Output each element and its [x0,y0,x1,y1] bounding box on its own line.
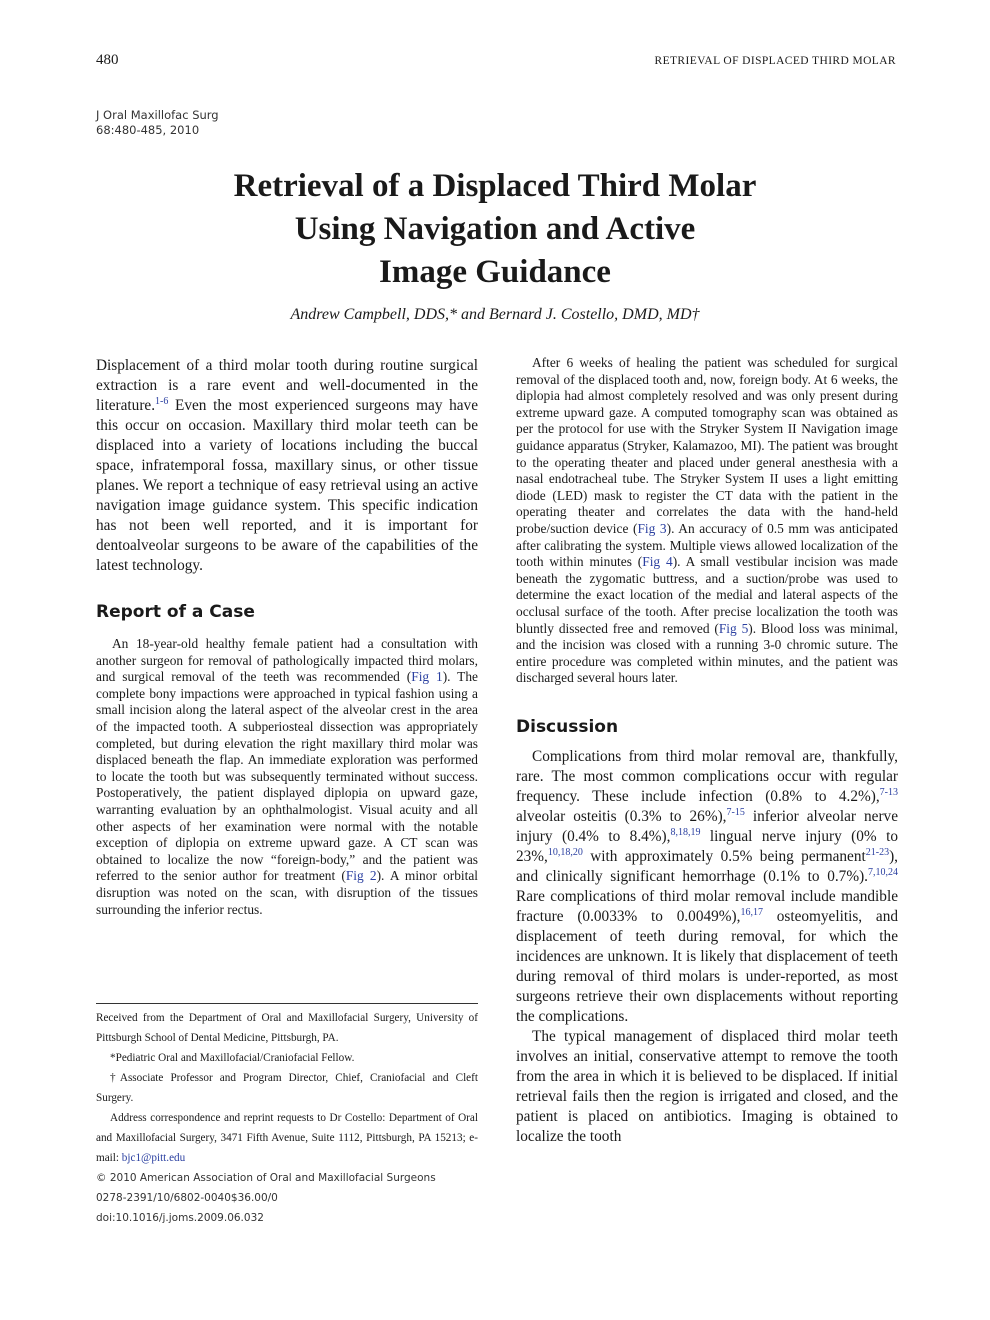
intro-text: Displacement of a third molar tooth during routine surgical extraction is a rare event and well-documented in the literature. [96,357,478,414]
footnotes [96,1003,478,1228]
footnote-address [96,1108,478,1168]
intro-text: Even the most experienced surgeons may have this occur on occasion. Maxillary third molar teeth can be displaced into a variety of locations including the buccal space, infratemporal fossa, maxillary sinus, or other tissue planes. We report a technique of easy retrieval using an active navigation image guidance system. This specific indication has not been well reported, and it is important for dentoalveolar surgeons to be aware of the capabilities of the latest technology. [96,397,478,574]
address-text: Address correspondence and reprint requests to Dr Costello: Department of Oral and Maxillofacial Surgery, 3471 Fifth Avenue, Suite 1112, Pittsburgh, PA 15213; e-mail: [96,1112,478,1164]
article-title [60,165,930,294]
left-column [96,356,478,918]
figure-link[interactable]: Fig 1 [411,669,443,685]
title-line-1: Retrieval of a Displaced Third Molar [233,168,757,204]
body-text: ). The complete bony impactions were approached in typical fashion using a small incision along the lateral aspect of the alveolar crest in the area of the impacted tooth. A subperiosteal dissection was appropriately completed, but during elevation the right maxillary third molar was displaced beneath the flap. An immediate exploration was performed to locate the tooth but was subsequently terminated without success. Postoperatively, the patient displayed diplopia on upward gaze, warranting evaluation by an ophthalmologist. Visual acuity and all other aspects of her examination were normal with the notable exception of diplopia on extreme upward gaze. A CT scan was obtained to localize the now “foreign-body,” and the patient was referred to the senior author for treatment ( [96,669,479,884]
body-text: with approximately 0.5% being permanent [582,847,866,865]
journal-volume: 68:480-485, 2010 [96,123,200,137]
discussion-paragraph: The typical management of displaced third molar teeth involves an initial, conservative attempt to remove the tooth from the area in which it is believed to be displaced. If initial retrieval fails then the region is irrigated and closed, and the patient is placed on antibiotics. Imaging is obtained to localize the tooth [516,1027,898,1145]
procedure-paragraph [516,355,898,687]
body-text: inferior alveolar nerve injury (0.4% to 8.4%), [516,807,898,845]
section-heading-discussion: Discussion [516,716,619,737]
citation-link[interactable]: 8,18,19 [670,826,701,838]
figure-link[interactable]: Fig 5 [718,620,749,636]
report-paragraph [96,636,478,918]
figure-link[interactable]: Fig 4 [642,554,673,570]
section-heading-report: Report of a Case [96,602,255,622]
discussion-paragraph [516,747,898,1027]
body-text: ). A small vestibular incision was made beneath the zygomatic buttress, and a suction/probe was used to determine the exact location of the medial and lateral aspects of the occlusal surface of the tooth. After precise localization the tooth was bluntly dissected free and removed ( [516,554,898,636]
citation-link[interactable]: 21-23 [865,846,890,858]
body-text: lingual nerve injury (0% to 23%, [516,827,898,865]
body-text: alveolar osteitis (0.3% to 26%), [516,807,727,825]
body-text: ). A minor orbital disruption was noted on the scan, with disruption of the tissues surrounding the inferior rectus. [96,868,479,917]
author-list: Andrew Campbell, DDS,* and Bernard J. Costello, DMD, MD† [290,306,700,323]
title-line-2: Using Navigation and Active [294,211,696,247]
figure-link[interactable]: Fig 3 [637,520,667,536]
citation-link[interactable]: 7,10,24 [868,866,898,878]
body-text: ), and clinically significant hemorrhage (0.1% to 0.7%). [516,847,898,885]
body-text: ). Blood loss was minimal, and the incision was closed with a running 3-0 chromic suture. The entire procedure was completed within minutes, and the patient was discharged several hours later. [516,620,898,686]
doi-line: doi:10.1016/j.joms.2009.06.032 [96,1212,264,1224]
footnote-received: Received from the Department of Oral and Maxillofacial Surgery, University of Pittsburgh School of Dental Medicine, Pittsburgh, PA. [96,1012,478,1044]
journal-name: J Oral Maxillofac Surg [96,108,219,122]
intro-paragraph [96,356,478,576]
running-head: RETRIEVAL OF DISPLACED THIRD MOLAR [654,55,896,67]
journal-citation [96,108,219,138]
page-number: 480 [96,52,119,68]
citation-link[interactable]: 7-13 [879,786,898,798]
copyright-line: © 2010 American Association of Oral and Maxillofacial Surgeons [96,1172,436,1184]
body-text: ). An accuracy of 0.5 mm was anticipated after calibrating the system. Multiple views allowed localization of the tooth within minutes ( [516,520,898,570]
footnote-professor: †Associate Professor and Program Director, Chief, Craniofacial and Cleft Surgery. [96,1072,478,1104]
citation-link[interactable]: 16,17 [740,906,763,918]
email-link[interactable]: bjc1@pitt.edu [121,1152,186,1164]
footnote-fellow: *Pediatric Oral and Maxillofacial/Craniofacial Fellow. [110,1052,355,1064]
title-line-3: Image Guidance [379,254,611,290]
citation-link[interactable]: 1-6 [155,396,169,407]
figure-link[interactable]: Fig 2 [345,868,377,884]
right-column [516,355,898,1147]
body-text: osteomyelitis, and displacement of teeth during removal, for which the incidences are unknown. It is likely that displacement of teeth during removal of third molars is under-reported, as most surgeons retrieve their own displacements without reporting the complications. [516,907,898,1025]
body-text: An 18-year-old healthy female patient had a consultation with another surgeon for removal of pathologically impacted third molars, and surgical removal of the teeth was recommended ( [96,636,478,685]
body-text: Rare complications of third molar removal include mandible fracture (0.0033% to 0.0049%), [516,887,898,925]
citation-link[interactable]: 10,18,20 [547,846,583,858]
body-text: Complications from third molar removal are, thankfully, rare. The most common complications occur with regular frequency. These include infection (0.8% to 4.2%), [516,747,898,805]
issn-line: 0278-2391/10/6802-0040$36.00/0 [96,1192,278,1204]
body-text: After 6 weeks of healing the patient was scheduled for surgical removal of the displaced tooth and, now, foreign body. At 6 weeks, the diplopia had almost completely resolved and was only present during extreme upward gaze. A computed tomography scan was obtained as per the protocol for use with the Stryker System II Navigation image guidance apparatus (Stryker, Kalamazoo, MI). The patient was brought to the operating theater and placed under general anesthesia with a nasal endotracheal tube. The Stryker System II uses a light emitting diode (LED) mask to register the CT data with the patient in the operating theater and correlates the data with the hand-held probe/suction device ( [516,355,898,536]
citation-link[interactable]: 7-15 [726,806,745,818]
